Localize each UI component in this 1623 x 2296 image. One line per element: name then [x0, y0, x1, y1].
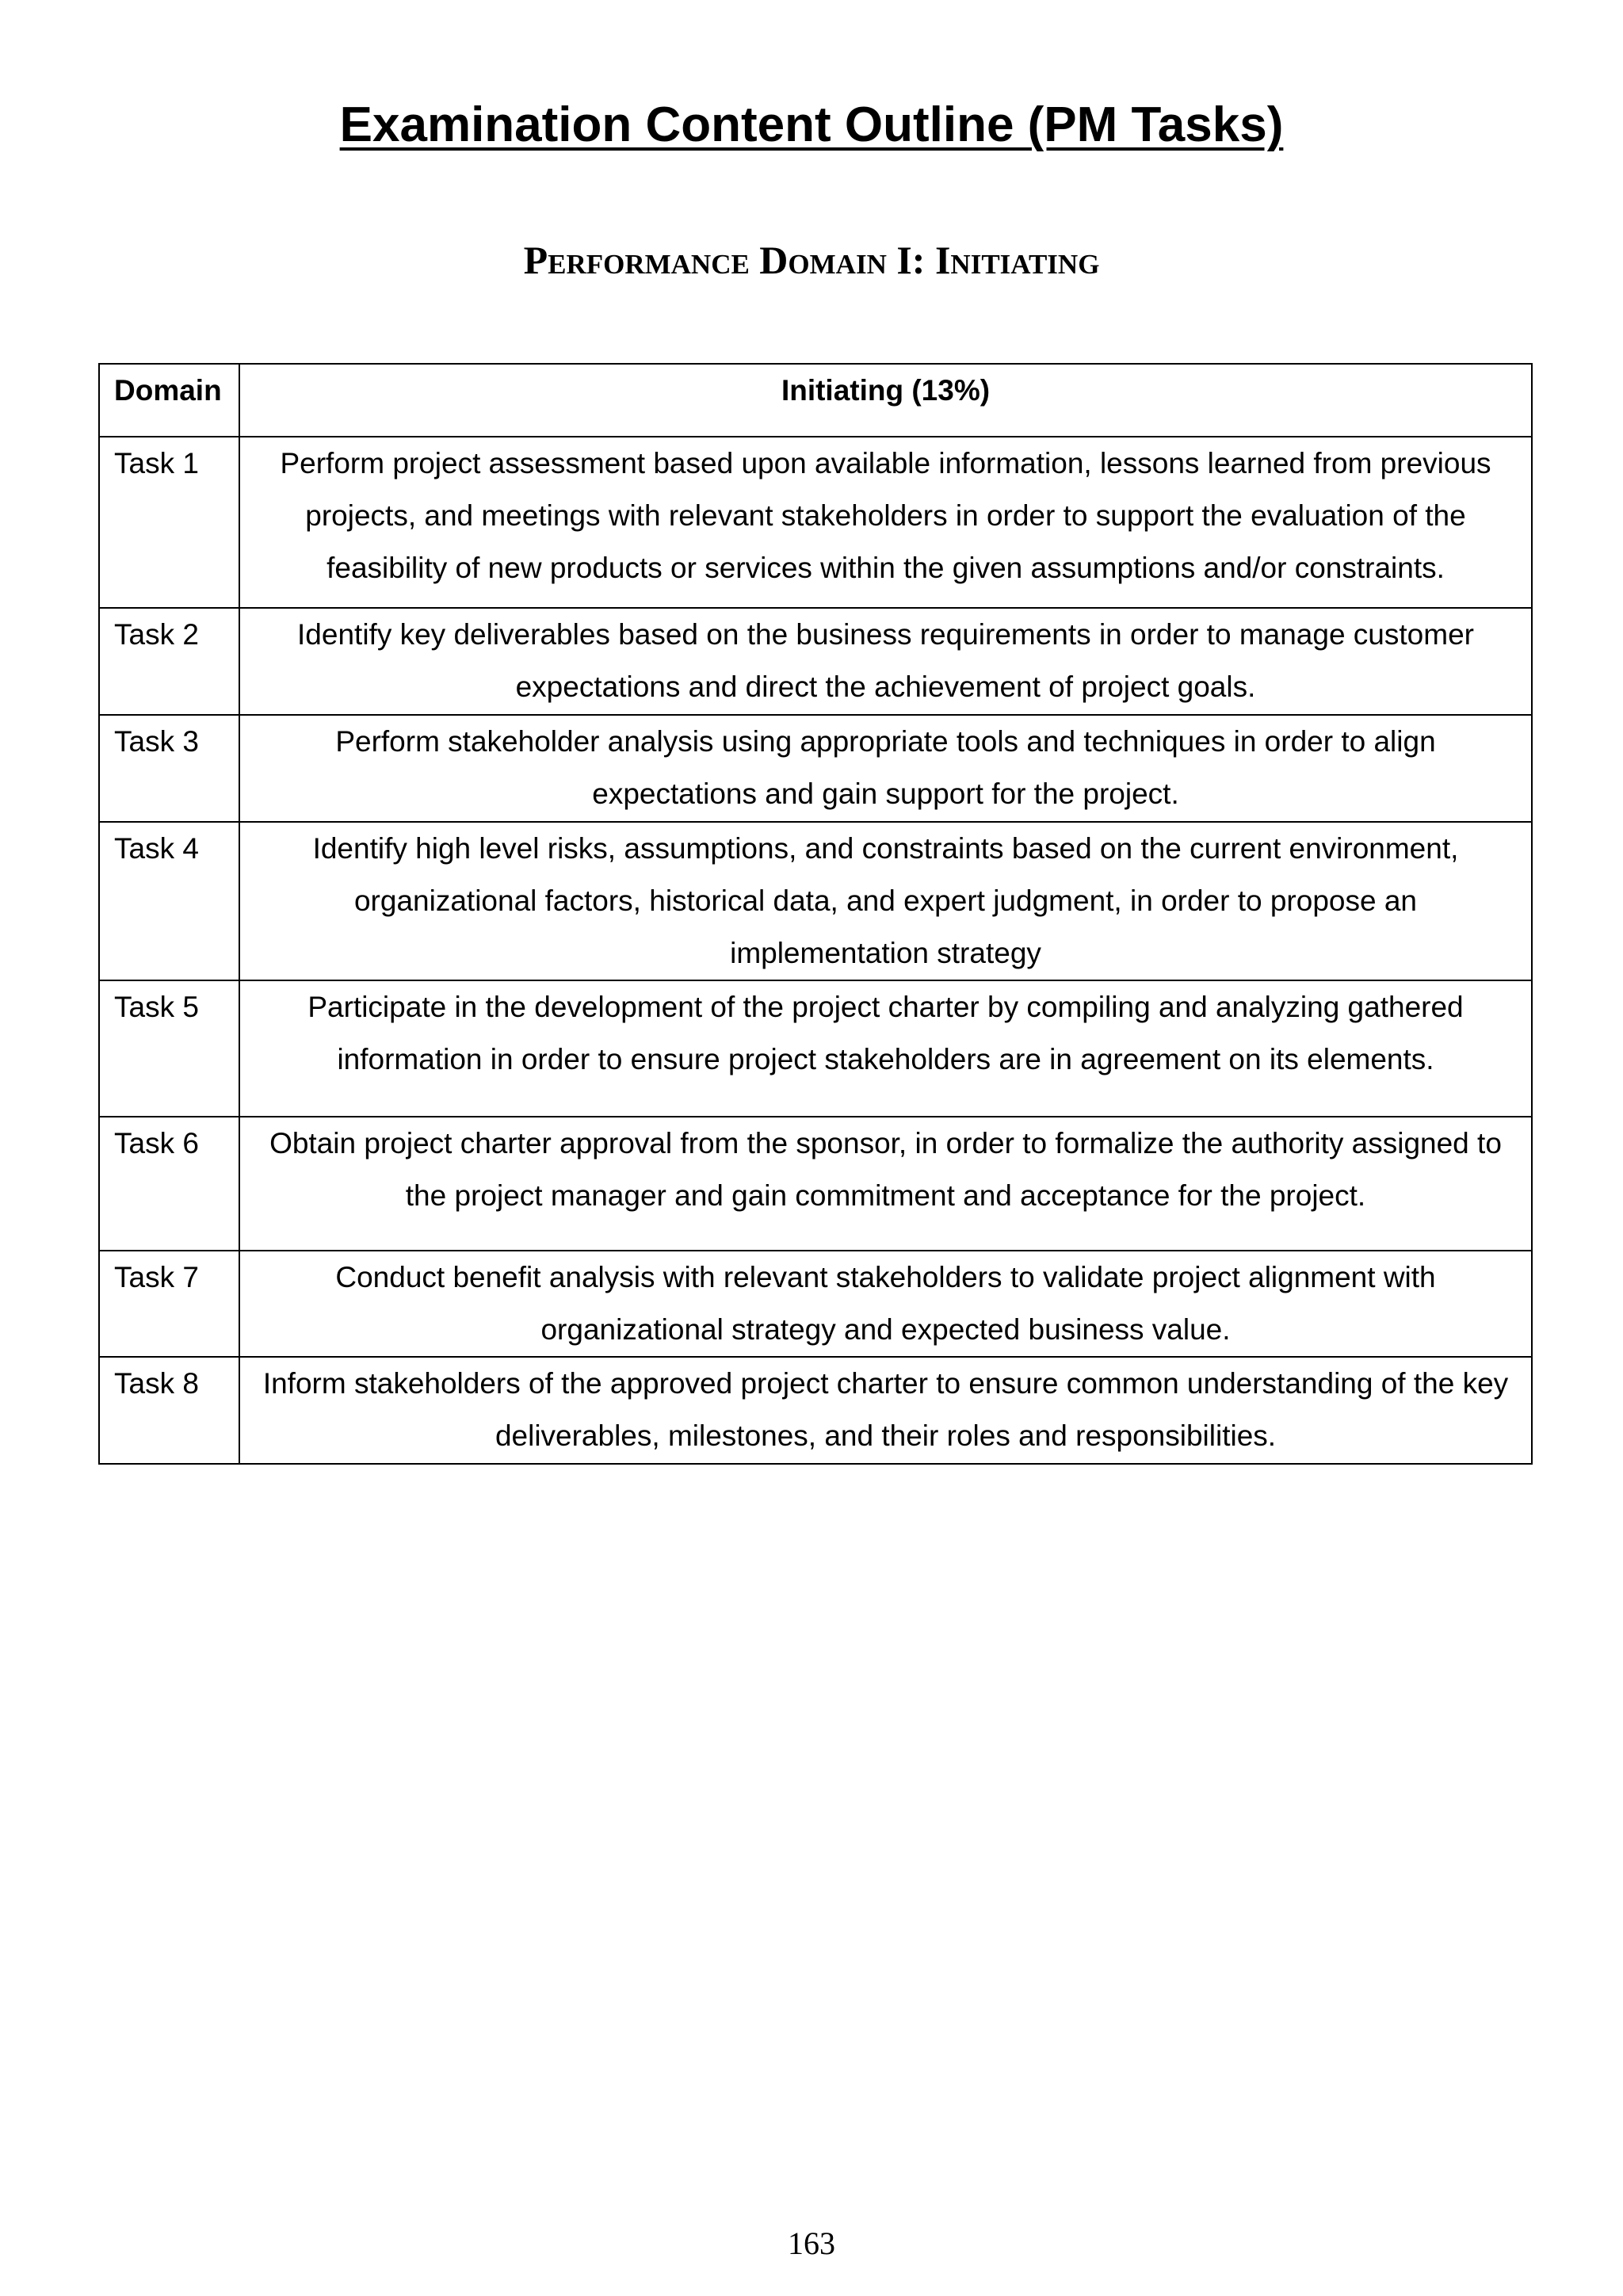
page-number: 163 [788, 2225, 835, 2261]
task-label: Task 6 [99, 1117, 239, 1251]
task-label: Task 1 [99, 437, 239, 608]
task-label: Task 8 [99, 1357, 239, 1464]
table-row [99, 1251, 1532, 1357]
performance-domain-heading: Performance Domain I: Initiating [523, 238, 1100, 282]
column-header-initiating: Initiating (13%) [239, 364, 1532, 437]
content-outline-table [98, 363, 1533, 1465]
task-label: Task 3 [99, 715, 239, 822]
task-description: Inform stakeholders of the approved project charter to ensure common understanding of the key deliverables, milestones, and their roles and responsibilities. [239, 1357, 1532, 1464]
task-label: Task 4 [99, 822, 239, 980]
column-header-domain: Domain [99, 364, 239, 437]
table-row [99, 980, 1532, 1117]
table-row [99, 822, 1532, 980]
task-description: Participate in the development of the project charter by compiling and analyzing gathered information in order to ensure project stakeholders are in agreement on its elements. [239, 980, 1532, 1117]
table-header-row [99, 364, 1532, 437]
task-description: Identify high level risks, assumptions, and constraints based on the current environment, organizational factors, historical data, and expert judgment, in order to propose an implementation strategy [239, 822, 1532, 980]
document-title: Examination Content Outline (PM Tasks) [339, 97, 1284, 152]
task-description: Identify key deliverables based on the business requirements in order to manage customer expectations and direct the achievement of project goals. [239, 608, 1532, 715]
task-description: Obtain project charter approval from the sponsor, in order to formalize the authority assigned to the project manager and gain commitment and acceptance for the project. [239, 1117, 1532, 1251]
table-row [99, 1357, 1532, 1464]
task-label: Task 5 [99, 980, 239, 1117]
task-description: Conduct benefit analysis with relevant stakeholders to validate project alignment with organizational strategy and expected business value. [239, 1251, 1532, 1357]
task-label: Task 7 [99, 1251, 239, 1357]
table-row [99, 608, 1532, 715]
task-description: Perform stakeholder analysis using appropriate tools and techniques in order to align expectations and gain support for the project. [239, 715, 1532, 822]
table-row [99, 1117, 1532, 1251]
task-label: Task 2 [99, 608, 239, 715]
table-row [99, 715, 1532, 822]
table-row [99, 437, 1532, 608]
task-description: Perform project assessment based upon available information, lessons learned from previous projects, and meetings with relevant stakeholders in order to support the evaluation of the feasibility of new products or services within the given assumptions and/or constraints. [239, 437, 1532, 608]
